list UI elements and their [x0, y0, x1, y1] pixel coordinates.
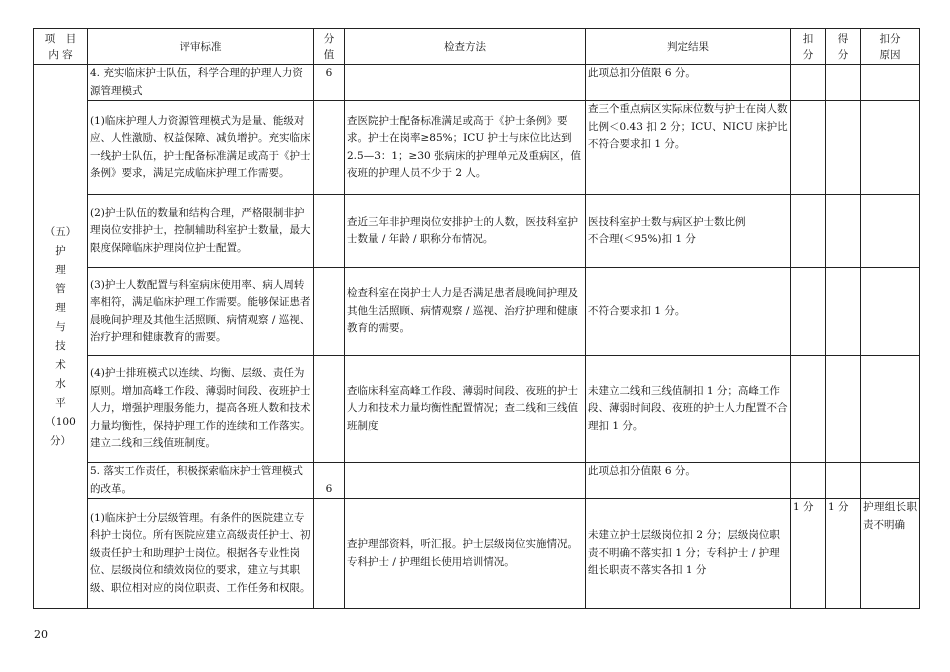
got-cell — [826, 101, 861, 195]
got-cell: 1 分 — [826, 499, 861, 609]
method-cell — [345, 65, 586, 101]
score-cell — [314, 195, 345, 268]
header-method: 检查方法 — [345, 29, 586, 65]
method-cell: 查护理部资料，听汇报。护士层级岗位实施情况。专科护士 / 护理组长使用培训情况。 — [345, 499, 586, 609]
deduct-cell: 1 分 — [791, 499, 826, 609]
reason-cell — [861, 101, 920, 195]
score-cell — [314, 268, 345, 356]
evaluation-table — [33, 28, 920, 609]
deduct-cell — [791, 268, 826, 356]
header-got: 得 分 — [826, 29, 861, 65]
result-cell: 未建立护士层级岗位扣 2 分；层级岗位职责不明确不落实扣 1 分；专科护士 / 护理组长职责不落实各扣 1 分 — [586, 499, 791, 609]
method-cell: 查近三年非护理岗位安排护士的人数，医技科室护士数量 / 年龄 / 职称分布情况。 — [345, 195, 586, 268]
header-score: 分 值 — [314, 29, 345, 65]
standard-cell: 5. 落实工作责任，积极探索临床护士管理模式的改革。 — [88, 463, 314, 499]
header-standard: 评审标准 — [88, 29, 314, 65]
page-number: 20 — [34, 628, 48, 641]
reason-cell — [861, 268, 920, 356]
result-cell: 未建立二线和三线值制扣 1 分；高峰工作段、薄弱时间段、夜班的护士人力配置不合理扣 1 分。 — [586, 356, 791, 463]
table-row — [34, 65, 920, 101]
table-row — [34, 101, 920, 195]
got-cell — [826, 65, 861, 101]
standard-cell: 4. 充实临床护士队伍，科学合理的护理人力资源管理模式 — [88, 65, 314, 101]
score-cell — [314, 499, 345, 609]
result-cell: 查三个重点病区实际床位数与护士在岗人数比例＜0.43 扣 2 分；ICU、NICU 床护比不符合要求扣 1 分。 — [586, 101, 791, 195]
table-row — [34, 356, 920, 463]
section-label: （五） 护 理 管 理 与 技 术 水 平 （100 分） — [34, 65, 88, 609]
reason-cell: 护理组长职责不明确 — [861, 499, 920, 609]
reason-cell — [861, 463, 920, 499]
standard-cell: (1)临床护理人力资源管理模式为是量、能级对应、人性激励、权益保障、减负增护。充实临床一线护士队伍，护士配备标准满足或高于《护士条例》要求，满足完成临床护理工作需要。 — [88, 101, 314, 195]
method-cell — [345, 463, 586, 499]
method-cell: 检查科室在岗护士人力是否满足患者晨晚间护理及其他生活照顾、病情观察 / 巡视、治疗护理和健康教育的需要。 — [345, 268, 586, 356]
got-cell — [826, 195, 861, 268]
deduct-cell — [791, 463, 826, 499]
standard-cell: (2)护士队伍的数量和结构合理，严格限制非护理岗位安排护士，控制辅助科室护士数量，最大限度保障临床护理岗位护士配置。 — [88, 195, 314, 268]
got-cell — [826, 268, 861, 356]
method-cell: 查医院护士配备标准满足或高于《护士条例》要求。护士在岗率≥85%；ICU 护士与床位比达到 2.5—3：1；≥30 张病床的护理单元及重病区，值夜班的护理人员不少于 2 人。 — [345, 101, 586, 195]
method-cell: 查临床科室高峰工作段、薄弱时间段、夜班的护士人力和技术力量均衡性配置情况；查二线和三线值班制度 — [345, 356, 586, 463]
score-cell — [314, 356, 345, 463]
standard-cell: (1)临床护士分层级管理。有条件的医院建立专科护士岗位。所有医院应建立高级责任护士、初级责任护士和助理护士岗位。根据各专业性岗位、层级岗位和绩效岗位的要求，建立与其职级、职位相对应的岗位职责、工作任务和权限。 — [88, 499, 314, 609]
header-deduct: 扣 分 — [791, 29, 826, 65]
reason-cell — [861, 356, 920, 463]
score-cell: 6 — [314, 65, 345, 101]
reason-cell — [861, 65, 920, 101]
result-cell: 不符合要求扣 1 分。 — [586, 268, 791, 356]
standard-cell: (3)护士人数配置与科室病床使用率、病人周转率相符，满足临床护理工作需要。能够保证患者晨晚间护理及其他生活照顾、病情观察 / 巡视、治疗护理和健康教育的需要。 — [88, 268, 314, 356]
reason-cell — [861, 195, 920, 268]
table-row — [34, 463, 920, 499]
deduct-cell — [791, 101, 826, 195]
result-cell: 此项总扣分值限 6 分。 — [586, 463, 791, 499]
score-cell: 6 — [314, 463, 345, 499]
table-header-row — [34, 29, 920, 65]
got-cell — [826, 356, 861, 463]
header-result: 判定结果 — [586, 29, 791, 65]
got-cell — [826, 463, 861, 499]
table-row — [34, 499, 920, 609]
deduct-cell — [791, 195, 826, 268]
result-cell: 此项总扣分值限 6 分。 — [586, 65, 791, 101]
table-row — [34, 268, 920, 356]
standard-cell: (4)护士排班模式以连续、均衡、层级、责任为原则。增加高峰工作段、薄弱时间段、夜班护士人力，增强护理服务能力，提高各班人数和技术力量均衡性，保持护理工作的连续和工作落实。建立二线和三线值班制度。 — [88, 356, 314, 463]
deduct-cell — [791, 65, 826, 101]
score-cell — [314, 101, 345, 195]
deduct-cell — [791, 356, 826, 463]
result-cell: 医技科室护士数与病区护士数比例 不合理(＜95%)扣 1 分 — [586, 195, 791, 268]
header-item: 项 目 内 容 — [34, 29, 88, 65]
header-reason: 扣分 原因 — [861, 29, 920, 65]
table-row — [34, 195, 920, 268]
